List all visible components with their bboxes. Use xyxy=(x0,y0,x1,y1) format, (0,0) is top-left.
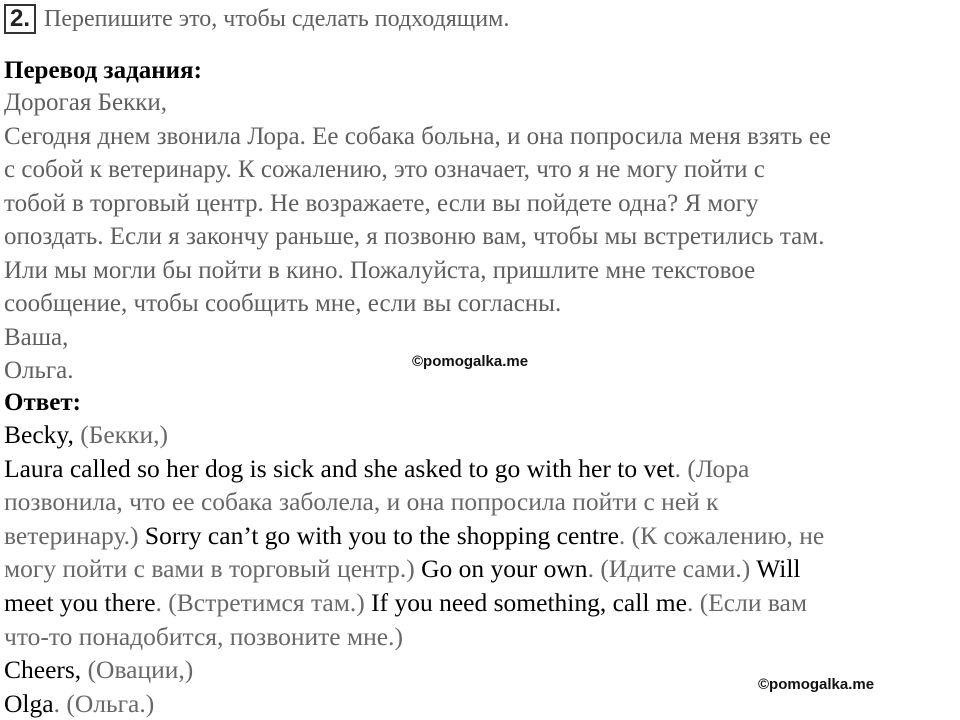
answer-russian-translation: (Бекки,) xyxy=(80,420,168,449)
answer-russian-translation: . (Ольга.) xyxy=(53,688,155,718)
translation-line: Ваша, xyxy=(4,323,69,351)
answer-russian-translation: (Овации,) xyxy=(87,655,194,685)
answer-english-text: Laura called so her dog is sick and she asked to go with her to vet xyxy=(4,453,675,483)
task-header xyxy=(4,4,509,34)
answer-line xyxy=(4,485,954,519)
answer-line xyxy=(4,452,954,486)
answer-english-text: If you need something, call me xyxy=(371,587,687,617)
answer-line xyxy=(4,620,954,654)
translation-line: Сегодня днем звонила Лора. Ее собака больна, и она попросила меня взять ее xyxy=(4,122,832,150)
answer-russian-translation: ветеринару.) xyxy=(4,520,145,550)
answer-russian-translation: . (Идите сами.) xyxy=(587,554,757,584)
answer-english-text: Cheers, xyxy=(4,655,88,685)
answer-english-text: Olga xyxy=(4,688,54,718)
answer-english-text: Sorry can’t go with you to the shopping centre xyxy=(144,520,619,550)
translation-line: Дорогая Бекки, xyxy=(4,89,168,116)
translation-line: Или мы могли бы пойти в кино. Пожалуйста, пришлите мне текстовое xyxy=(4,256,756,284)
translation-body xyxy=(4,86,954,388)
watermark: ©pomogalka.me xyxy=(412,353,529,370)
answer-english-text: Becky, xyxy=(4,420,81,449)
translation-heading: Перевод задания: xyxy=(4,57,202,84)
answer-line xyxy=(4,418,954,452)
answer-russian-translation: что-то понадобится, позвоните мне.) xyxy=(4,621,403,651)
answer-heading: Ответ: xyxy=(4,389,81,416)
translation-line: Ольга. xyxy=(4,357,74,384)
answer-russian-translation: . (Если вам xyxy=(686,587,807,617)
translation-line: сообщение, чтобы сообщить мне, если вы согласны. xyxy=(4,290,562,317)
answer-line xyxy=(4,586,954,620)
answer-russian-translation: . (К сожалению, не xyxy=(618,520,825,550)
task-instruction: Перепишите это, чтобы сделать подходящим. xyxy=(44,6,510,32)
answer-russian-translation: позвонила, что ее собака заболела, и она попросила пойти с ней к xyxy=(4,487,719,517)
answer-line xyxy=(4,519,954,553)
answer-line xyxy=(4,552,954,586)
answer-russian-translation: . (Встретимся там.) xyxy=(155,587,372,617)
answer-russian-translation: могу пойти с вами в торговый центр.) xyxy=(4,554,422,584)
translation-line: с собой к ветеринару. К сожалению, это означает, что я не могу пойти с xyxy=(4,156,765,183)
answer-english-text: Go on your own xyxy=(421,554,588,584)
answer-english-text: Will xyxy=(756,554,801,584)
answer-english-text: meet you there xyxy=(4,587,156,617)
answer-russian-translation: . (Лора xyxy=(674,453,750,483)
translation-line: опоздать. Если я закончу раньше, я позвоню вам, чтобы мы встретились там. xyxy=(4,223,825,250)
task-number-box: 2. xyxy=(4,4,36,34)
watermark: ©pomogalka.me xyxy=(758,676,875,693)
translation-line: тобой в торговый центр. Не возражаете, если вы пойдете одна? Я могу xyxy=(4,189,759,217)
answer-body xyxy=(4,418,954,720)
